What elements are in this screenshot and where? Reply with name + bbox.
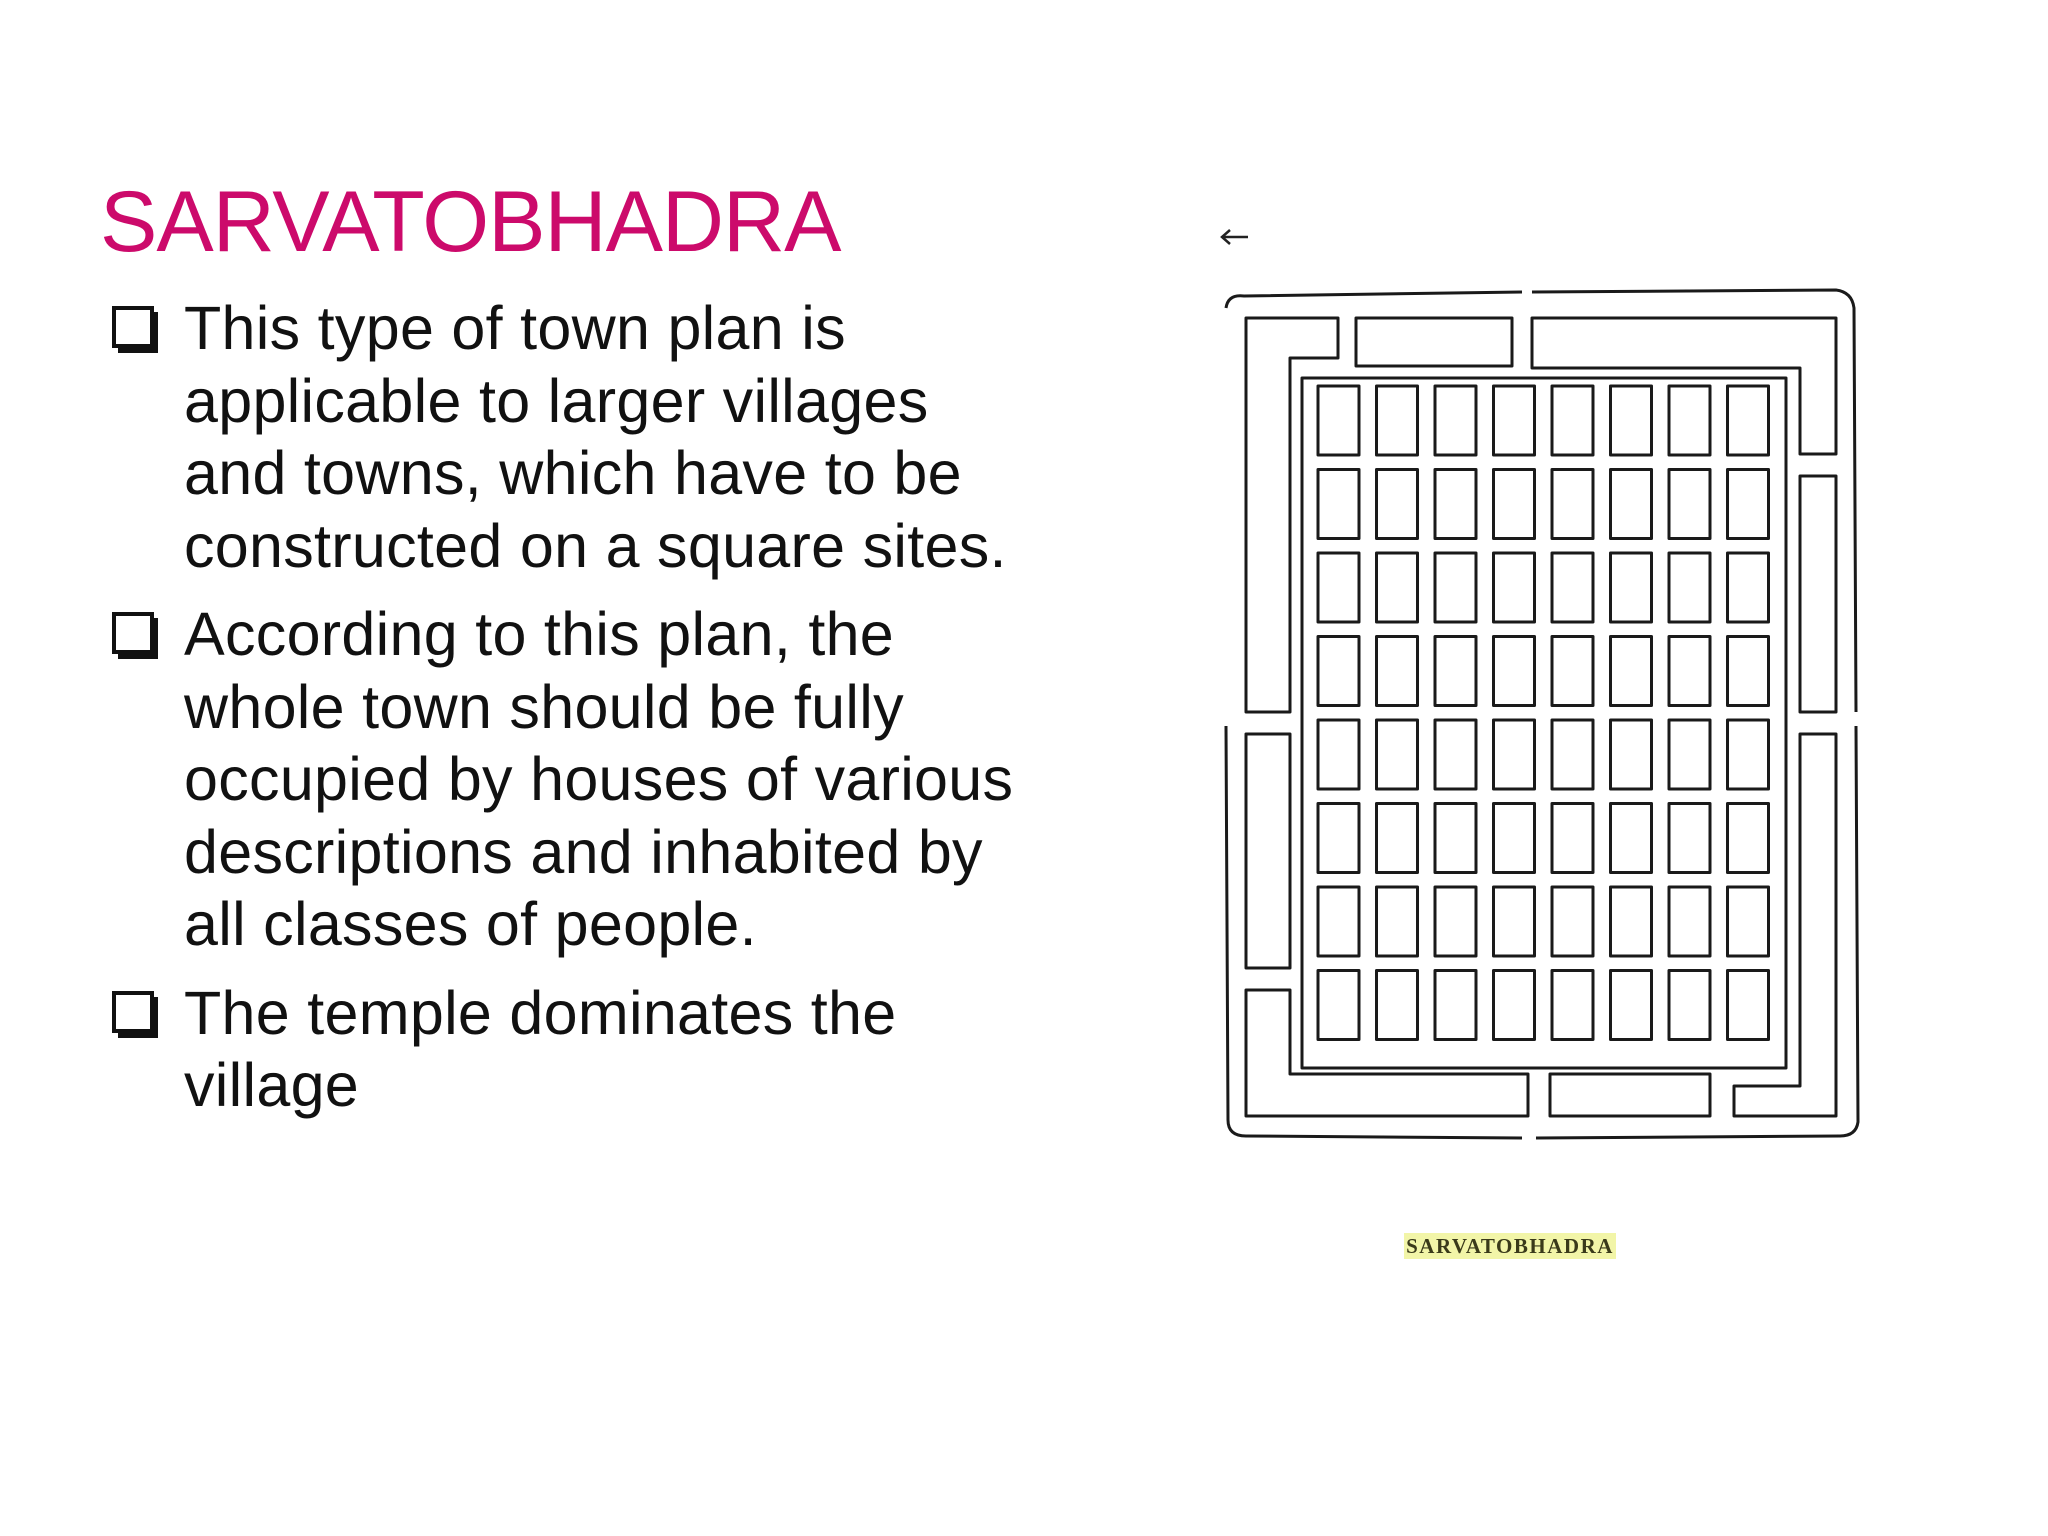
house-plot xyxy=(1318,553,1359,622)
house-plot xyxy=(1611,971,1652,1040)
house-plot xyxy=(1669,386,1710,455)
checkbox-square-icon xyxy=(108,611,158,661)
house-plot xyxy=(1435,553,1476,622)
house-plot xyxy=(1377,470,1418,539)
checkbox-square-icon xyxy=(108,990,158,1040)
house-plot xyxy=(1611,720,1652,789)
bullet-line: descriptions and inhabited by xyxy=(184,817,983,886)
bullet-list xyxy=(104,292,1184,1138)
house-plot xyxy=(1669,553,1710,622)
bullet-line: occupied by houses of various xyxy=(184,745,1014,813)
house-plot xyxy=(1728,470,1769,539)
house-plot xyxy=(1494,720,1535,789)
house-plot xyxy=(1494,553,1535,622)
house-plot xyxy=(1552,386,1593,455)
house-plot xyxy=(1318,804,1359,873)
house-plot xyxy=(1728,971,1769,1040)
house-plot xyxy=(1728,637,1769,706)
house-plot xyxy=(1728,553,1769,622)
figure-caption xyxy=(1360,1234,1660,1259)
bullet-line: The temple dominates the xyxy=(184,978,897,1047)
house-plot xyxy=(1377,971,1418,1040)
house-plot xyxy=(1552,804,1593,873)
perimeter-block-bottom-middle xyxy=(1550,1074,1710,1116)
house-plot xyxy=(1377,887,1418,956)
town-plan-diagram xyxy=(1206,218,1886,1148)
house-plot xyxy=(1669,804,1710,873)
house-plot xyxy=(1552,470,1593,539)
house-plot xyxy=(1494,887,1535,956)
slide-title: SARVATOBHADRA xyxy=(100,174,841,270)
house-plot xyxy=(1552,637,1593,706)
house-plot xyxy=(1669,470,1710,539)
house-plot xyxy=(1377,720,1418,789)
house-plot xyxy=(1669,887,1710,956)
house-plot xyxy=(1728,804,1769,873)
house-plot xyxy=(1377,386,1418,455)
house-plot xyxy=(1728,720,1769,789)
bullet-item xyxy=(104,977,1184,1122)
bullet-line: village xyxy=(184,1051,360,1119)
arrow-left-icon xyxy=(1222,230,1248,244)
bullet-line: applicable to larger villages xyxy=(184,366,929,435)
bullet-line: all classes of people. xyxy=(184,890,757,958)
house-plot xyxy=(1494,971,1535,1040)
perimeter-block-right-upper xyxy=(1800,476,1836,712)
house-plot xyxy=(1318,971,1359,1040)
house-plot xyxy=(1377,804,1418,873)
bullet-item xyxy=(104,292,1184,582)
bullet-line: constructed on a square sites. xyxy=(184,511,1007,580)
house-plot xyxy=(1435,720,1476,789)
house-plot xyxy=(1318,887,1359,956)
outer-boundary xyxy=(1226,290,1858,1138)
perimeter-block-top-middle xyxy=(1356,318,1512,366)
house-plot xyxy=(1611,804,1652,873)
house-plot xyxy=(1494,637,1535,706)
figure-caption-text: SARVATOBHADRA xyxy=(1406,1234,1614,1258)
bullet-line: This type of town plan is xyxy=(184,294,846,362)
house-plot xyxy=(1494,470,1535,539)
checkbox-square-icon xyxy=(108,305,158,355)
bullet-line: whole town should be fully xyxy=(184,672,904,741)
house-plot xyxy=(1611,887,1652,956)
house-plot xyxy=(1611,637,1652,706)
house-plot xyxy=(1377,637,1418,706)
house-plot xyxy=(1318,720,1359,789)
house-plot xyxy=(1669,971,1710,1040)
house-plot xyxy=(1728,386,1769,455)
house-plot xyxy=(1552,720,1593,789)
house-plot xyxy=(1318,637,1359,706)
house-plot xyxy=(1669,720,1710,789)
house-plot xyxy=(1611,470,1652,539)
house-plot xyxy=(1552,887,1593,956)
house-plot xyxy=(1435,386,1476,455)
house-plot xyxy=(1669,637,1710,706)
house-plot xyxy=(1552,553,1593,622)
perimeter-block-left-lower xyxy=(1246,734,1290,968)
house-plot xyxy=(1494,804,1535,873)
house-plot xyxy=(1611,553,1652,622)
house-plot xyxy=(1494,386,1535,455)
perimeter-block-bottom-left xyxy=(1246,990,1528,1116)
inner-enclosure xyxy=(1302,378,1786,1068)
house-plot xyxy=(1318,470,1359,539)
house-plot xyxy=(1435,470,1476,539)
house-plot xyxy=(1318,386,1359,455)
bullet-line: and towns, which have to be xyxy=(184,439,962,507)
house-plot xyxy=(1728,887,1769,956)
house-plot xyxy=(1552,971,1593,1040)
house-plot xyxy=(1611,386,1652,455)
house-plot xyxy=(1435,971,1476,1040)
house-plot xyxy=(1435,637,1476,706)
bullet-line: According to this plan, the xyxy=(184,600,895,668)
house-plot xyxy=(1435,887,1476,956)
sarvatobhadra-plan-figure xyxy=(1206,218,1886,1148)
bullet-item xyxy=(104,598,1184,961)
house-plot xyxy=(1377,553,1418,622)
house-plot xyxy=(1435,804,1476,873)
